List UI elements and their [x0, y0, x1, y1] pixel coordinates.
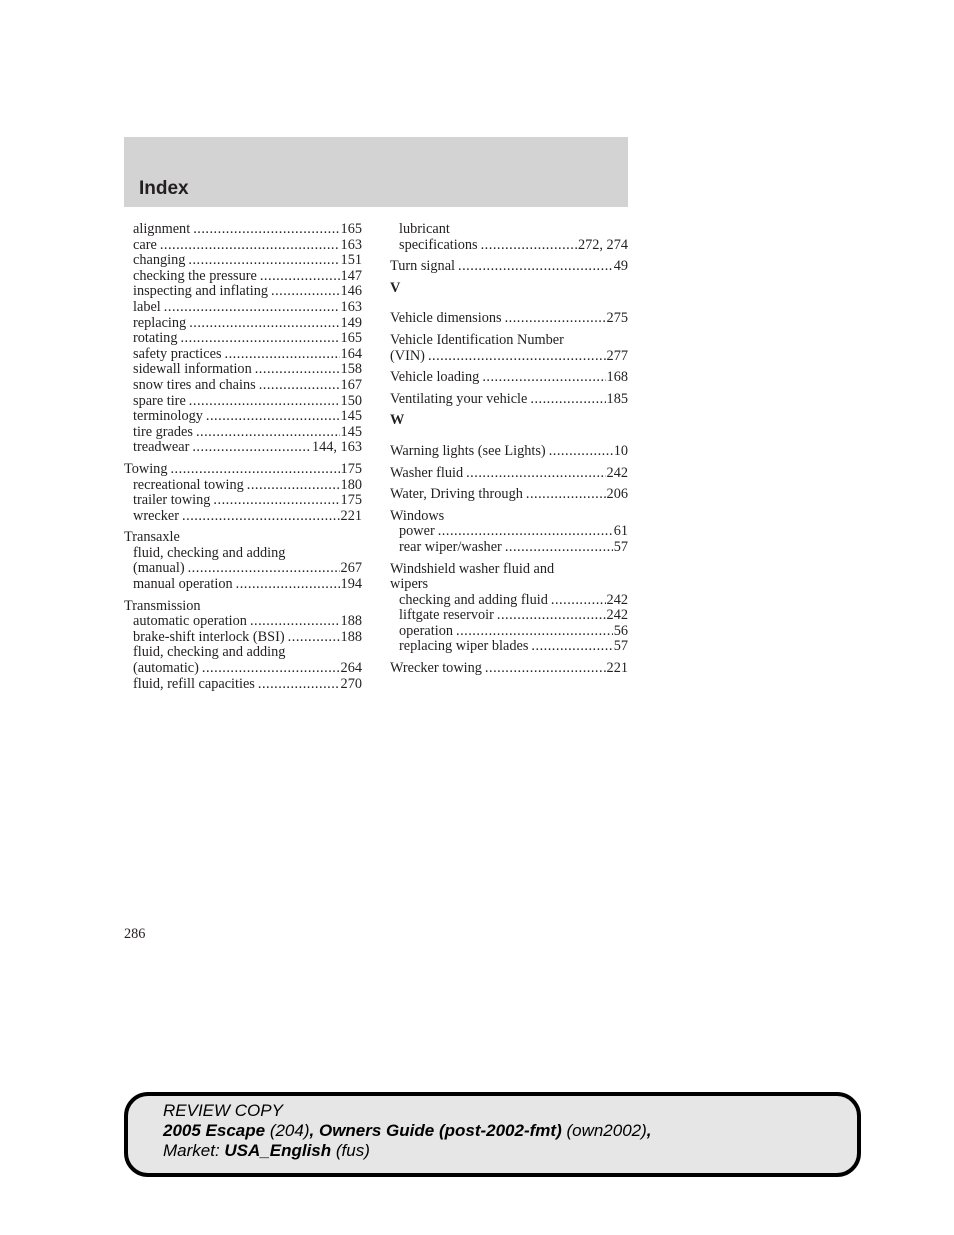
- index-subentry: [124, 284, 362, 300]
- index-page-ref: 163: [340, 298, 362, 315]
- index-entry-label: operation: [399, 622, 453, 639]
- index-page-ref: 185: [606, 390, 628, 407]
- index-dot-leader: [482, 370, 605, 386]
- index-dot-leader: [438, 524, 613, 540]
- index-entry: [390, 661, 628, 677]
- index-entry-label: replacing: [133, 314, 187, 331]
- index-page-ref: 277: [606, 347, 628, 364]
- index-subentry: [124, 561, 362, 577]
- index-entry-label: fluid, checking and adding: [133, 644, 286, 661]
- index-subentry: [124, 222, 362, 238]
- index-entry-label: recreational towing: [133, 476, 244, 493]
- index-subentry: [124, 661, 362, 677]
- index-dot-leader: [170, 462, 339, 478]
- index-subentry: [124, 630, 362, 646]
- index-section-letter: W: [390, 412, 405, 429]
- index-dot-leader: [182, 509, 340, 525]
- index-dot-leader: [189, 394, 340, 410]
- index-entry-label: Turn signal: [390, 258, 456, 275]
- index-entry-label: wipers: [390, 576, 429, 593]
- index-subentry: [124, 645, 362, 661]
- index-entry-label: liftgate reservoir: [399, 607, 494, 624]
- index-entry-label: checking and adding fluid: [399, 591, 548, 608]
- index-entry-label: fluid, checking and adding: [133, 544, 286, 561]
- index-subentry: [124, 493, 362, 509]
- index-page-ref: 147: [340, 267, 362, 284]
- index-dot-leader: [288, 630, 340, 646]
- index-dot-leader: [530, 392, 605, 408]
- index-page-ref: 242: [606, 607, 628, 624]
- review-separator: ,: [309, 1121, 319, 1140]
- index-subentry: [390, 222, 628, 238]
- index-entry-label: changing: [133, 252, 186, 269]
- index-page-ref: 149: [340, 314, 362, 331]
- review-model: 2005 Escape: [163, 1121, 266, 1140]
- index-entry: [124, 462, 362, 478]
- index-page-ref: 57: [613, 538, 628, 555]
- index-page-ref: 165: [340, 221, 362, 237]
- index-dot-leader: [180, 331, 339, 347]
- index-entry: [390, 370, 628, 386]
- index-entry-label: brake-shift interlock (BSI): [133, 628, 285, 645]
- review-copy-publication: [163, 1121, 652, 1141]
- index-subentry: [124, 269, 362, 285]
- index-page-ref: 10: [613, 442, 628, 459]
- index-subentry: [124, 677, 362, 693]
- index-page-ref: 168: [606, 369, 628, 386]
- index-entry-label: Vehicle dimensions: [390, 310, 502, 327]
- index-entry-label: rear wiper/washer: [399, 538, 502, 555]
- index-dot-leader: [206, 409, 340, 425]
- index-subentry: [390, 624, 628, 640]
- index-entry-label: safety practices: [133, 345, 222, 362]
- index-entry-label: inspecting and inflating: [133, 283, 268, 300]
- index-dot-leader: [505, 311, 606, 327]
- index-subentry: [124, 509, 362, 525]
- review-guide-code: (own2002): [561, 1121, 647, 1140]
- index-page-ref: 270: [340, 675, 362, 692]
- review-market-label: Market:: [163, 1141, 225, 1160]
- index-page-ref: 164: [340, 345, 362, 362]
- index-entry-label: (VIN): [390, 347, 425, 364]
- index-subentry: [124, 362, 362, 378]
- index-subentry: [124, 316, 362, 332]
- index-page-ref: 163: [340, 236, 362, 253]
- index-subentry: [390, 593, 628, 609]
- index-page-ref: 242: [606, 591, 628, 608]
- index-entry-label: Vehicle Identification Number: [390, 331, 564, 348]
- index-page-ref: 267: [340, 560, 362, 577]
- index-entry-label: treadwear: [133, 439, 190, 456]
- index-section-letter: V: [390, 279, 401, 296]
- page-title: Index: [139, 178, 189, 199]
- index-dot-leader: [259, 378, 340, 394]
- review-market: USA_English: [224, 1141, 332, 1160]
- page-number: 286: [124, 926, 146, 942]
- index-dot-leader: [458, 259, 613, 275]
- index-entry-label: label: [133, 298, 161, 315]
- index-entry-label: care: [133, 236, 157, 253]
- index-entry-label: Ventilating your vehicle: [390, 390, 528, 407]
- index-subentry: [124, 546, 362, 562]
- index-page-ref: 242: [606, 464, 628, 481]
- index-page-ref: 144, 163: [311, 439, 362, 456]
- index-dot-leader: [456, 624, 613, 640]
- index-dot-leader: [188, 253, 339, 269]
- index-page-ref: 167: [340, 376, 362, 393]
- index-entry-label: Vehicle loading: [390, 369, 480, 386]
- index-entry: [124, 530, 362, 546]
- index-subentry: [390, 238, 628, 254]
- index-subentry: [390, 608, 628, 624]
- review-guide: Owners Guide (post-2002-fmt): [318, 1121, 562, 1140]
- index-entry: [124, 599, 362, 615]
- index-page-ref: 221: [606, 660, 628, 677]
- index-entry: [390, 466, 628, 482]
- index-page-ref: 165: [340, 330, 362, 347]
- index-entry: [390, 562, 628, 578]
- index-entry: [390, 349, 628, 365]
- index-column-left: [124, 222, 362, 692]
- index-subentry: [124, 300, 362, 316]
- index-entry-label: trailer towing: [133, 492, 211, 509]
- index-subentry: [390, 524, 628, 540]
- index-entry-label: tire grades: [133, 423, 193, 440]
- index-page-ref: 145: [340, 423, 362, 440]
- index-subentry: [390, 639, 628, 655]
- index-page-ref: 180: [340, 476, 362, 493]
- index-entry: [390, 259, 628, 275]
- index-page-ref: 57: [613, 638, 628, 655]
- index-page-ref: 175: [340, 460, 362, 477]
- index-header-band: [124, 137, 628, 207]
- index-entry-label: fluid, refill capacities: [133, 675, 255, 692]
- index-entry-label: sidewall information: [133, 361, 252, 378]
- index-dot-leader: [202, 661, 340, 677]
- index-subentry: [124, 614, 362, 630]
- index-subentry: [124, 238, 362, 254]
- index-page-ref: 49: [613, 258, 628, 275]
- index-dot-leader: [531, 639, 612, 655]
- index-page-ref: 188: [340, 628, 362, 645]
- index-page-ref: 150: [340, 392, 362, 409]
- index-entry-label: manual operation: [133, 576, 233, 593]
- index-dot-leader: [526, 487, 606, 503]
- index-entry-label: (automatic): [133, 660, 199, 677]
- index-dot-leader: [250, 614, 340, 630]
- index-dot-leader: [192, 440, 311, 456]
- index-dot-leader: [255, 362, 340, 378]
- index-entry-label: checking the pressure: [133, 267, 257, 284]
- index-entry-label: Washer fluid: [390, 464, 464, 481]
- index-entry-label: spare tire: [133, 392, 186, 409]
- index-dot-leader: [236, 577, 340, 593]
- index-subentry: [124, 409, 362, 425]
- index-entry-label: specifications: [399, 236, 478, 253]
- index-page-ref: 146: [340, 283, 362, 300]
- review-model-code: (204): [265, 1121, 310, 1140]
- index-page-ref: 275: [606, 310, 628, 327]
- index-page-ref: 56: [613, 622, 628, 639]
- index-entry-label: Transmission: [124, 597, 201, 614]
- index-column-right: [390, 222, 628, 677]
- index-subentry: [124, 253, 362, 269]
- index-dot-leader: [225, 347, 340, 363]
- index-page-ref: 272, 274: [577, 236, 628, 253]
- review-separator: ,: [646, 1121, 652, 1140]
- index-entry: [390, 509, 628, 525]
- index-entry-label: Windshield washer fluid and: [390, 560, 555, 577]
- index-page-ref: 194: [340, 576, 362, 593]
- index-page-ref: 188: [340, 613, 362, 630]
- index-entry: [390, 311, 628, 327]
- index-page-ref: 221: [340, 507, 362, 524]
- index-subentry: [124, 425, 362, 441]
- index-subentry: [390, 540, 628, 556]
- index-entry: [390, 444, 628, 460]
- index-dot-leader: [196, 425, 340, 441]
- index-entry-label: terminology: [133, 408, 203, 425]
- index-entry-label: wrecker: [133, 507, 180, 524]
- index-entry-label: Water, Driving through: [390, 486, 523, 503]
- index-dot-leader: [189, 316, 339, 332]
- index-dot-leader: [213, 493, 339, 509]
- index-dot-leader: [188, 561, 340, 577]
- review-market-code: (fus): [331, 1141, 370, 1160]
- index-dot-leader: [258, 677, 340, 693]
- index-dot-leader: [551, 593, 606, 609]
- review-copy-market: [163, 1141, 652, 1161]
- index-subentry: [124, 478, 362, 494]
- index-entry-label: Towing: [124, 460, 168, 477]
- index-entry: [390, 333, 628, 349]
- index-page-ref: 206: [606, 486, 628, 503]
- index-page-ref: 175: [340, 492, 362, 509]
- index-dot-leader: [549, 444, 613, 460]
- index-page-ref: 145: [340, 408, 362, 425]
- index-entry: [390, 392, 628, 408]
- index-entry-label: Warning lights (see Lights): [390, 442, 546, 459]
- index-subentry: [124, 440, 362, 456]
- index-entry-label: power: [399, 523, 435, 540]
- index-dot-leader: [481, 238, 577, 254]
- index-entry: [390, 487, 628, 503]
- index-entry-label: Windows: [390, 507, 445, 524]
- index-entry-label: automatic operation: [133, 613, 247, 630]
- index-entry-label: (manual): [133, 560, 185, 577]
- index-page-ref: 61: [613, 523, 628, 540]
- index-dot-leader: [428, 349, 606, 365]
- review-copy-box: [124, 1092, 861, 1177]
- index-dot-leader: [466, 466, 605, 482]
- index-subentry: [124, 347, 362, 363]
- index-dot-leader: [260, 269, 340, 285]
- review-copy-text: [163, 1101, 652, 1161]
- index-dot-leader: [485, 661, 606, 677]
- review-copy-label: REVIEW COPY: [163, 1101, 283, 1120]
- index-page-ref: 151: [340, 252, 362, 269]
- index-dot-leader: [271, 284, 340, 300]
- index-dot-leader: [164, 300, 340, 316]
- index-dot-leader: [505, 540, 613, 556]
- index-dot-leader: [160, 238, 340, 254]
- index-page-ref: 158: [340, 361, 362, 378]
- index-entry-label: rotating: [133, 330, 178, 347]
- index-entry-label: Transaxle: [124, 529, 180, 546]
- index-page-ref: 264: [340, 660, 362, 677]
- index-entry-label: Wrecker towing: [390, 660, 482, 677]
- index-dot-leader: [497, 608, 606, 624]
- index-subentry: [124, 331, 362, 347]
- index-dot-leader: [193, 222, 339, 238]
- index-subentry: [124, 394, 362, 410]
- index-entry: [390, 577, 628, 593]
- index-entry-label: lubricant: [399, 221, 450, 237]
- index-subentry: [124, 577, 362, 593]
- index-dot-leader: [247, 478, 340, 494]
- index-entry-label: alignment: [133, 221, 191, 237]
- index-entry-label: snow tires and chains: [133, 376, 256, 393]
- index-subentry: [124, 378, 362, 394]
- index-entry-label: replacing wiper blades: [399, 638, 529, 655]
